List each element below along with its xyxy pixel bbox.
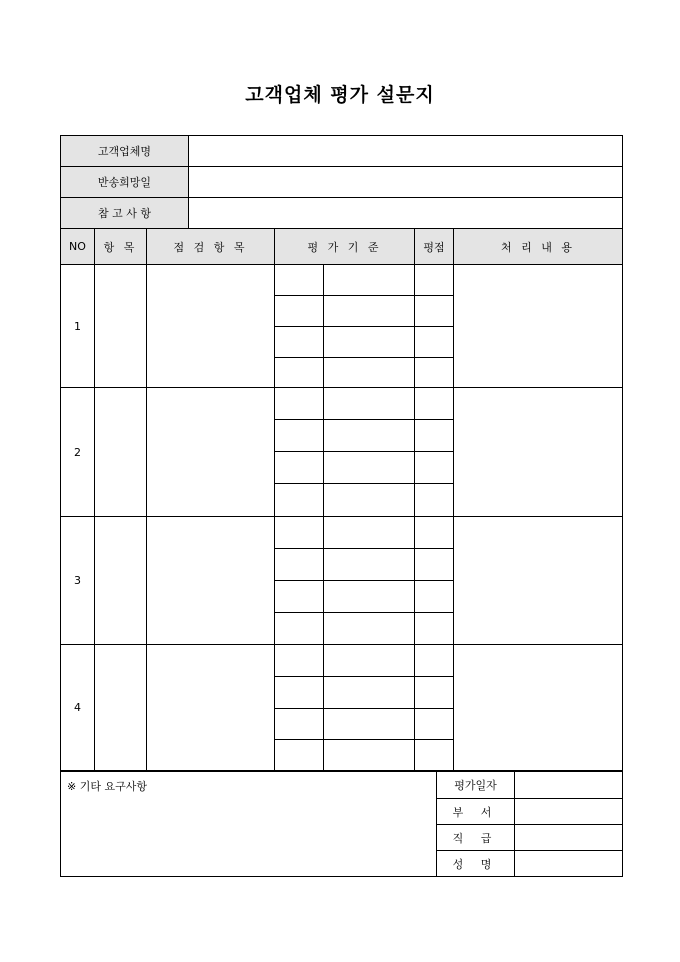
evaluation-table [60,228,623,771]
criteria-desc-cell[interactable] [324,677,415,709]
table-row [61,388,623,420]
criteria-grade-cell[interactable] [275,549,324,581]
check-item-cell[interactable] [147,645,275,771]
criteria-grade-cell[interactable] [275,327,324,358]
remarks-area[interactable] [61,772,437,877]
score-cell[interactable] [415,296,454,327]
department-label: 부 서 [437,799,515,825]
criteria-grade-cell[interactable] [275,296,324,327]
column-header-item: 항 목 [95,229,147,265]
position-label: 직 급 [437,825,515,851]
customer-name-field[interactable] [189,136,623,167]
criteria-grade-cell[interactable] [275,358,324,388]
handling-cell[interactable] [454,517,623,645]
return-date-field[interactable] [189,167,623,198]
score-cell[interactable] [415,265,454,296]
criteria-desc-cell[interactable] [324,740,415,771]
criteria-grade-cell[interactable] [275,452,324,484]
criteria-desc-cell[interactable] [324,517,415,549]
score-cell[interactable] [415,645,454,677]
check-item-cell[interactable] [147,265,275,388]
criteria-desc-cell[interactable] [324,358,415,388]
criteria-grade-cell[interactable] [275,484,324,517]
score-cell[interactable] [415,613,454,645]
reference-field[interactable] [189,198,623,229]
customer-name-label: 고객업체명 [61,136,189,167]
column-header-handling: 처 리 내 용 [454,229,623,265]
reference-label: 참 고 사 항 [61,198,189,229]
item-cell[interactable] [95,517,147,645]
criteria-desc-cell[interactable] [324,709,415,740]
eval-date-field[interactable] [515,772,623,799]
handling-cell[interactable] [454,265,623,388]
criteria-desc-cell[interactable] [324,420,415,452]
group-number: 3 [61,517,95,645]
group-number: 4 [61,645,95,771]
column-header-check-item: 점 검 항 목 [147,229,275,265]
criteria-grade-cell[interactable] [275,420,324,452]
item-cell[interactable] [95,265,147,388]
column-header-criteria: 평 가 기 준 [275,229,415,265]
score-cell[interactable] [415,388,454,420]
criteria-grade-cell[interactable] [275,613,324,645]
customer-info-table [60,135,623,229]
criteria-desc-cell[interactable] [324,613,415,645]
criteria-desc-cell[interactable] [324,581,415,613]
criteria-desc-cell[interactable] [324,484,415,517]
group-number: 2 [61,388,95,517]
group-number: 1 [61,265,95,388]
return-date-label: 반송희망일 [61,167,189,198]
department-field[interactable] [515,799,623,825]
item-cell[interactable] [95,388,147,517]
criteria-grade-cell[interactable] [275,645,324,677]
score-cell[interactable] [415,452,454,484]
criteria-desc-cell[interactable] [324,549,415,581]
position-field[interactable] [515,825,623,851]
table-row [61,517,623,549]
criteria-desc-cell[interactable] [324,388,415,420]
table-row [61,265,623,296]
criteria-grade-cell[interactable] [275,740,324,771]
handling-cell[interactable] [454,388,623,517]
score-cell[interactable] [415,549,454,581]
score-cell[interactable] [415,517,454,549]
document-title: 고객업체 평가 설문지 [245,84,435,106]
table-row [61,645,623,677]
score-cell[interactable] [415,327,454,358]
footer-table [60,771,623,877]
criteria-desc-cell[interactable] [324,296,415,327]
column-header-no: NO [61,229,95,265]
column-header-score: 평점 [415,229,454,265]
handling-cell[interactable] [454,645,623,771]
score-cell[interactable] [415,358,454,388]
check-item-cell[interactable] [147,388,275,517]
score-cell[interactable] [415,484,454,517]
item-cell[interactable] [95,645,147,771]
name-label: 성 명 [437,851,515,877]
criteria-desc-cell[interactable] [324,265,415,296]
name-field[interactable] [515,851,623,877]
remarks-label: ※ 기타 요구사항 [67,780,147,793]
criteria-grade-cell[interactable] [275,677,324,709]
criteria-grade-cell[interactable] [275,265,324,296]
criteria-desc-cell[interactable] [324,452,415,484]
eval-date-label: 평가일자 [437,772,515,799]
score-cell[interactable] [415,420,454,452]
score-cell[interactable] [415,740,454,771]
criteria-grade-cell[interactable] [275,709,324,740]
check-item-cell[interactable] [147,517,275,645]
score-cell[interactable] [415,709,454,740]
criteria-grade-cell[interactable] [275,388,324,420]
criteria-grade-cell[interactable] [275,517,324,549]
criteria-desc-cell[interactable] [324,327,415,358]
criteria-desc-cell[interactable] [324,645,415,677]
score-cell[interactable] [415,677,454,709]
criteria-grade-cell[interactable] [275,581,324,613]
score-cell[interactable] [415,581,454,613]
